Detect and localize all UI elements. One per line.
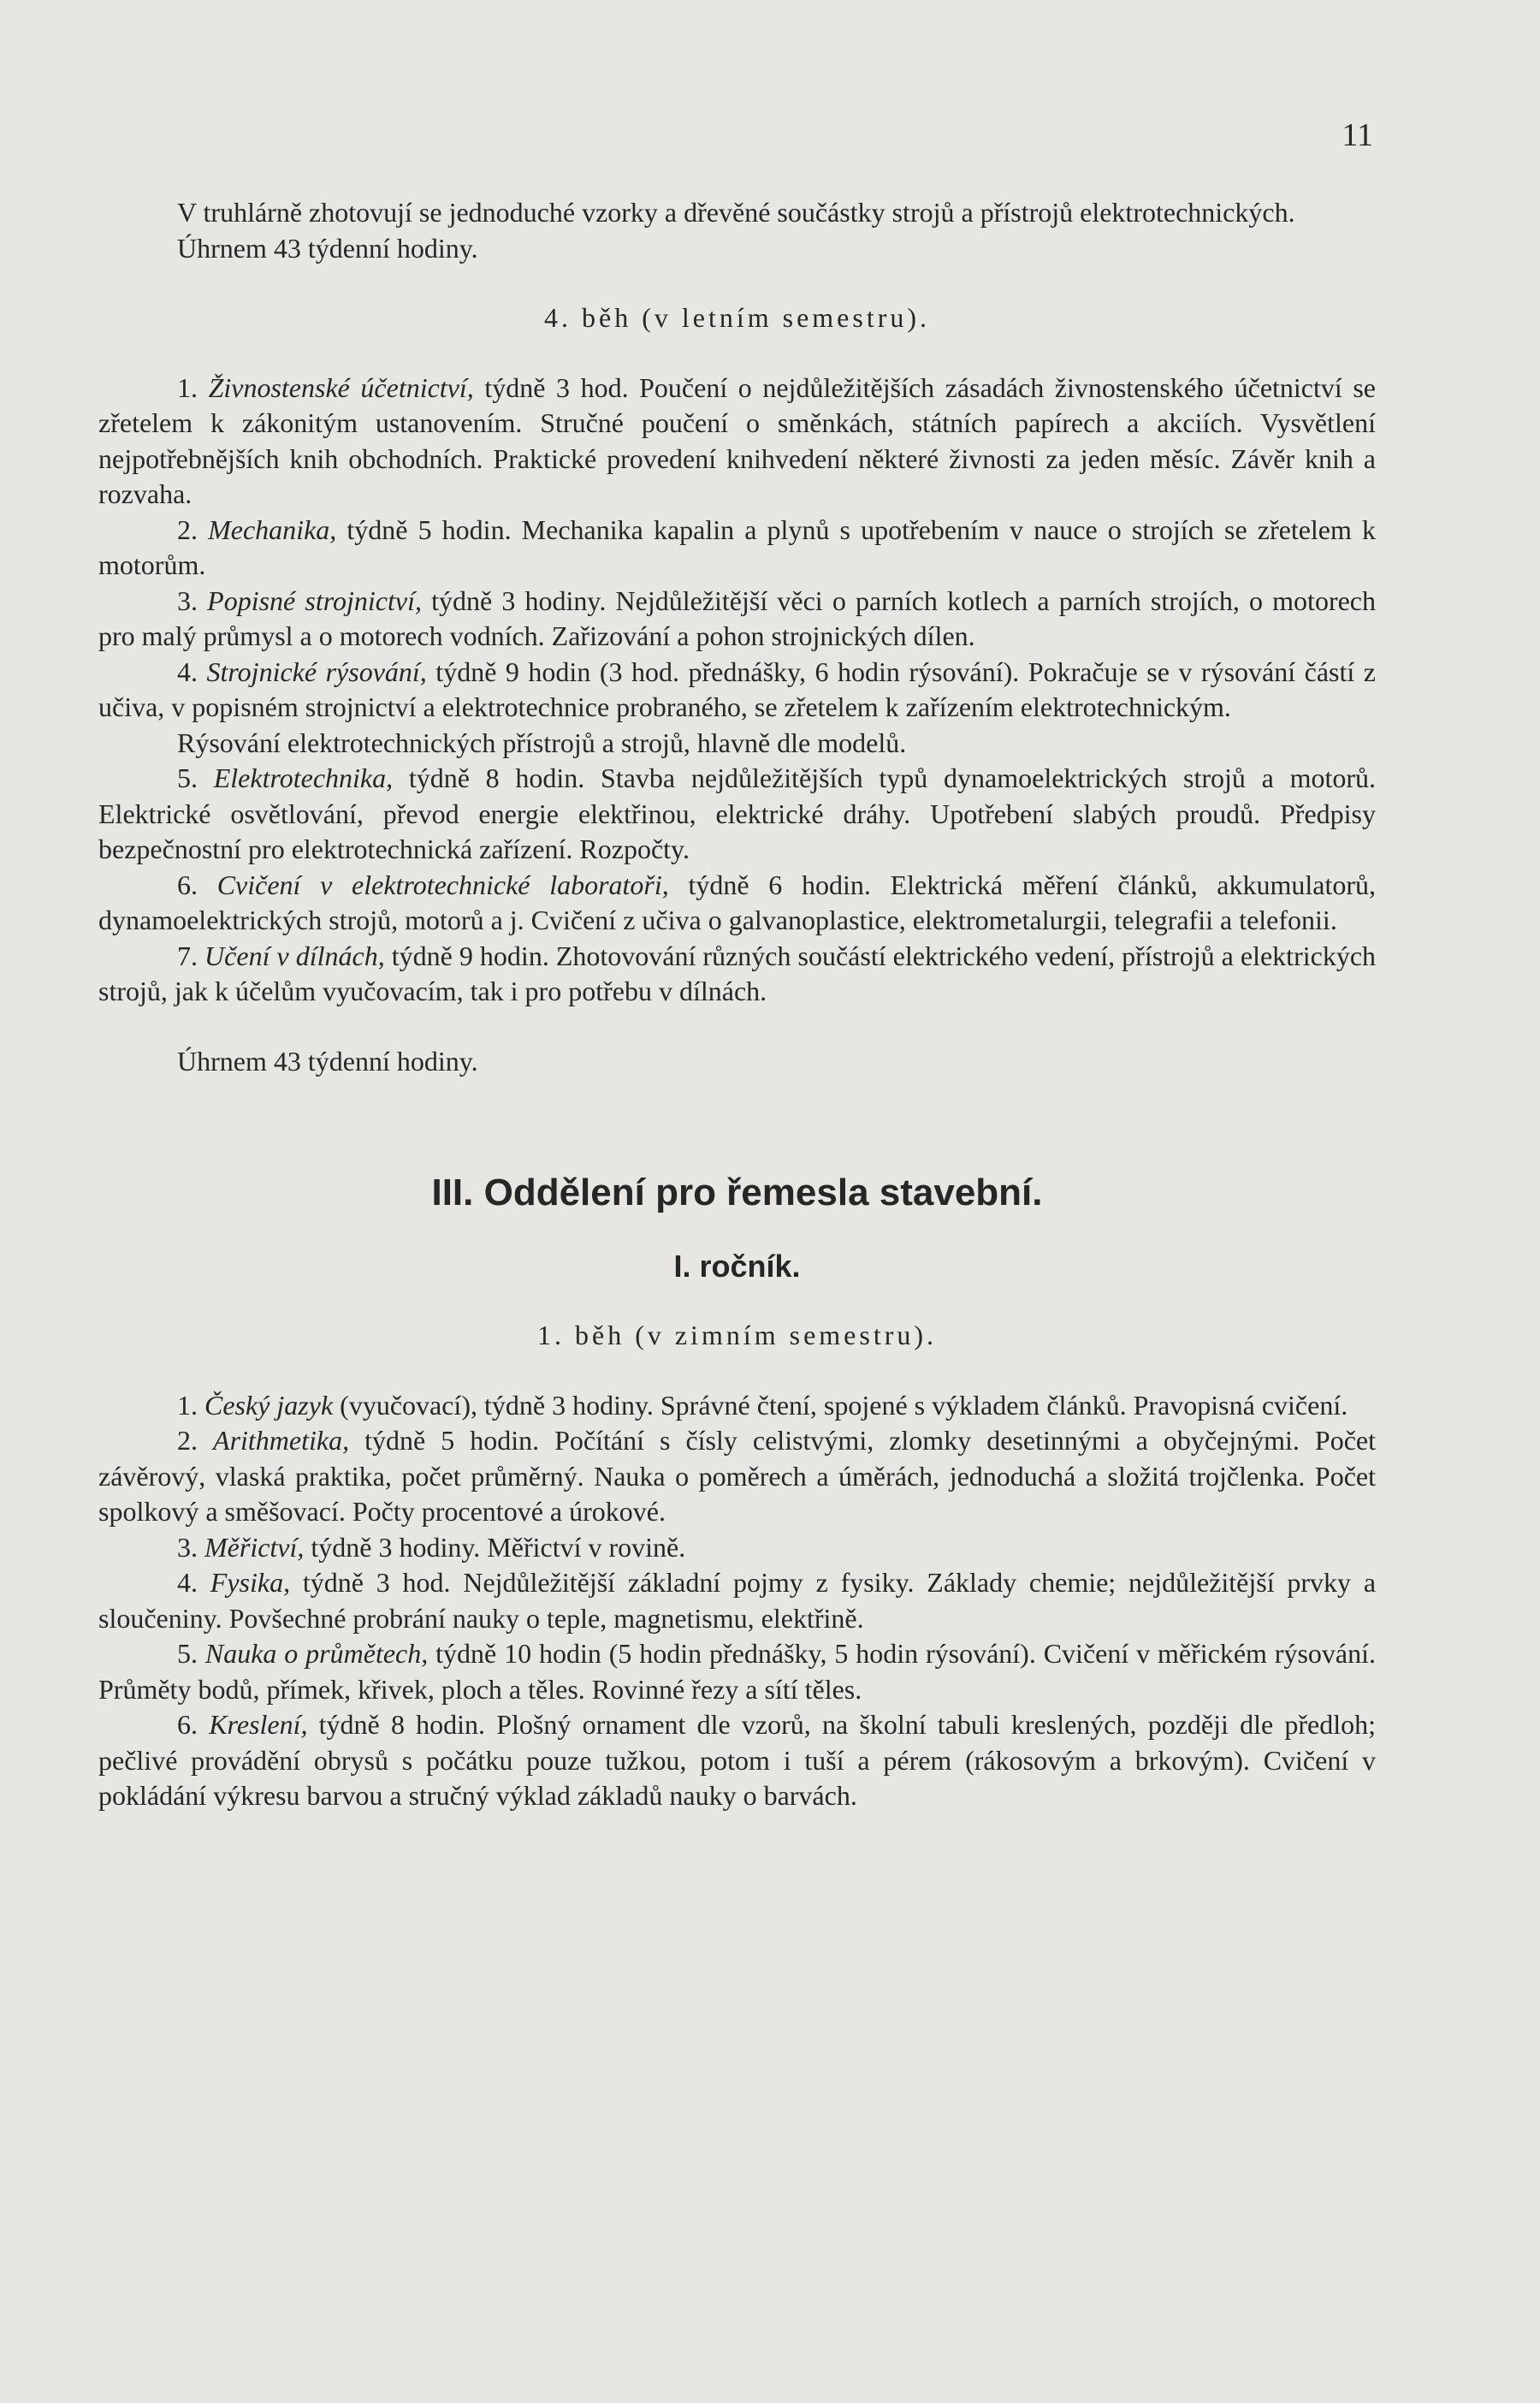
run1-heading: 1. běh (v zimním semestru). [536,1320,938,1350]
top-total: Úhrnem 43 týdenní hodiny. [177,232,478,264]
subject-title: Učení v dílnách, [204,940,385,971]
subject-title: Mechanika, [208,513,337,545]
year-title: I. ročník. [673,1248,801,1284]
body-text [98,195,1376,1814]
section-title: III. Oddělení pro řemesla stavební. [431,1172,1043,1213]
list-item: 2. Arithmetika, týdně 5 hodin. Počítání s čísly celistvými, zlomky desetinnými a obyčejnými. Počet závěrový, vlaská praktika, počet průměrný. Nauka o poměrech a úměrách, jednoduchá a složitá trojčlenka. Počet spolkový a směšovací. Počty procentové a úrokové. [98,1425,1377,1527]
list-item: 2. Mechanika, týdně 5 hodin. Mechanika kapalin a plynů s upotřebením v nauce o strojích se zřetelem k motorům. [98,513,1377,580]
subject-title: Arithmetika, [213,1425,350,1456]
workshop-paragraph: V truhlárně zhotovují se jednoduché vzorky a dřevěné součástky strojů a přístrojů elektrotechnických. [177,197,1295,228]
list-item: 7. Učení v dílnách, týdně 9 hodin. Zhotovování různých součástí elektrického vedení, přístrojů a elektrických strojů, jak k účelům vyučovacím, tak i pro potřebu v dílnách. [98,940,1377,1006]
subject-title: Elektrotechnika, [213,762,394,793]
page-number: 11 [1342,117,1373,153]
list-item: Rýsování elektrotechnických přístrojů a strojů, hlavně dle modelů. [177,727,907,758]
subject-title: Cvičení v elektrotechnické laboratoři, [216,869,669,900]
list-item: 4. Fysika, týdně 3 hod. Nejdůležitější základní pojmy z fysiky. Základy chemie; nejdůležitější prvky a sloučeniny. Povšechné probrání nauky o teple, magnetismu, elektřině. [98,1567,1377,1634]
list-item: 5. Elektrotechnika, týdně 8 hodin. Stavba nejdůležitějších typů dynamoelektrických strojů a motorů. Elektrické osvětlování, převod energie elektřinou, elektrické dráhy. Upotřebení slabých proudů. Předpisy bezpečnostní pro elektrotechnická zařízení. Rozpočty. [98,762,1377,864]
list-item: 1. Český jazyk (vyučovací), týdně 3 hodiny. Správné čtení, spojené s výkladem článků. Pravopisná cvičení. [177,1389,1348,1421]
list-item: 1. Živnostenské účetnictví, týdně 3 hod. Poučení o nejdůležitějších zásadách živnostenského účetnictví se zřetelem k zákonitým ustanovením. Stručné poučení o směnkách, státních papírech a akciích. Vysvětlení nejpotřebnějších knih obchodních. Praktické provedení knihvedení některé živnosti za jeden měsíc. Závěr knih a rozvaha. [98,371,1377,509]
subject-title: Kreslení, [209,1709,308,1740]
run1-items [98,1388,1376,1814]
subject-title: Popisné strojnictví, [207,584,422,616]
list-item: 3. Měřictví, týdně 3 hodiny. Měřictví v rovině. [177,1531,686,1563]
list-item: 6. Kreslení, týdně 8 hodin. Plošný ornament dle vzorů, na školní tabuli kreslených, později dle předloh; pečlivé provádění obrysů s počátku pouze tužkou, potom i tuší a pérem (rákosovým a brkovým). Cvičení v pokládání výkresu barvou a stručný výklad základů nauky o barvách. [98,1709,1377,1811]
list-item: 6. Cvičení v elektrotechnické laboratoři, týdně 6 hodin. Elektrická měření článků, akkumulatorů, dynamoelektrických strojů, motorů a j. Cvičení z učiva o galvanoplastice, elektrometalurgii, telegrafii a telefonii. [98,869,1377,935]
subject-title: Živnostenské účetnictví, [208,371,474,403]
list-item: 4. Strojnické rýsování, týdně 9 hodin (3 hod. přednášky, 6 hodin rýsování). Pokračuje se v rýsování částí z učiva, v popisném strojnictví a elektrotechnice probraného, se zřetelem k zařízením elektrotechnickým. [98,656,1376,722]
subject-title: Nauka o průmětech, [204,1638,429,1669]
run4-heading: 4. běh (v letním semestru). [543,302,931,333]
run4-items [98,371,1376,1010]
list-item: 5. Nauka o průmětech, týdně 10 hodin (5 hodin přednášky, 5 hodin rýsování). Cvičení v měřickém rýsování. Průměty bodů, přímek, křivek, ploch a těles. Rovinné řezy a sítí těles. [98,1638,1376,1705]
subject-title: Strojnické rýsování, [206,656,427,687]
run4-total: Úhrnem 43 týdenní hodiny. [177,1045,478,1077]
subject-title: Měřictví, [204,1531,305,1563]
list-item: 3. Popisné strojnictví, týdně 3 hodiny. Nejdůležitější věci o parních kotlech a parních strojích, o motorech pro malý průmysl a o motorech vodních. Zařizování a pohon strojnických dílen. [98,584,1377,651]
subject-title: Fysika, [210,1567,291,1598]
subject-title: Český jazyk [204,1389,334,1421]
